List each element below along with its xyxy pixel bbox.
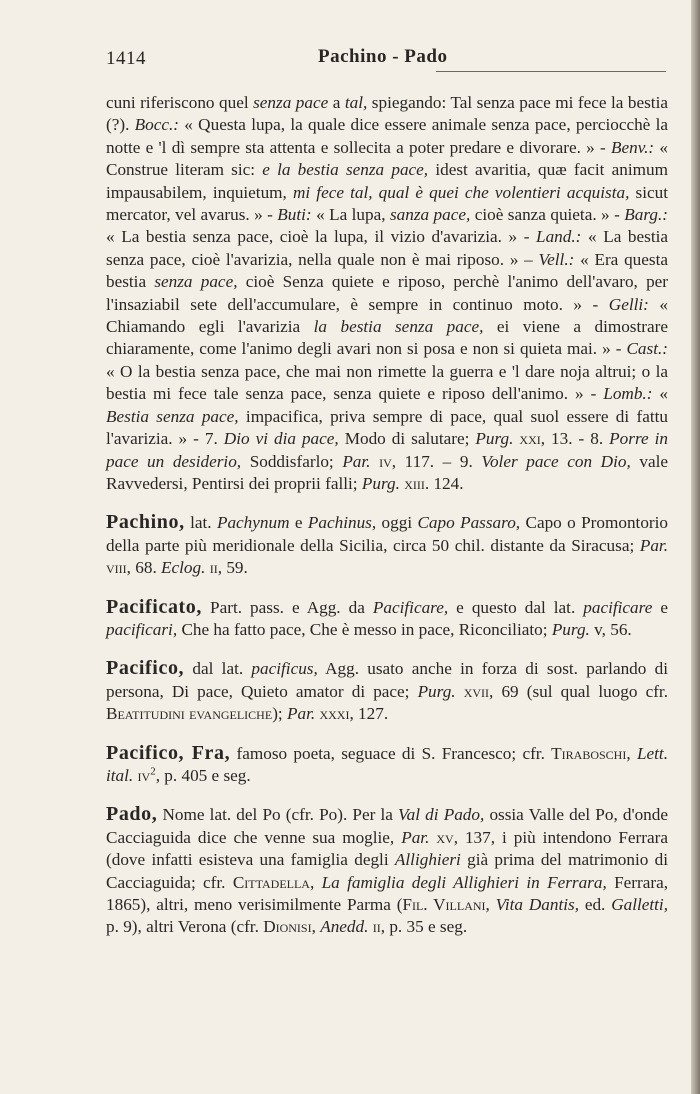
entry-pado xyxy=(106,803,668,938)
text-run: ); xyxy=(272,704,287,724)
text-run: Pacificare, xyxy=(372,597,449,617)
text-run: Part. pass. e Agg. da xyxy=(210,597,373,617)
text-run: v, 56. xyxy=(589,619,632,639)
text-run: , xyxy=(485,895,496,914)
text-run: Buti: xyxy=(277,205,312,225)
text-run: senza pace xyxy=(253,93,329,112)
text-run: . 124. xyxy=(424,473,464,493)
text-run: viii xyxy=(106,558,127,578)
text-run: e questo dal lat. xyxy=(448,597,584,617)
text-run: Purg. xyxy=(361,473,400,493)
text-run: , 59. xyxy=(217,558,248,578)
text-run: Par. xyxy=(342,451,371,471)
page-number: 1414 xyxy=(106,48,146,69)
text-run: Barg.: xyxy=(624,205,668,225)
text-run: Porre in pace un desiderio, xyxy=(106,429,669,471)
text-run: Tiraboschi xyxy=(551,743,627,763)
text-run: Dio vi dia pace, xyxy=(223,429,339,449)
text-run: « Construe literam sic: xyxy=(106,137,668,180)
text-run: , 69 (sul qual luogo cfr. xyxy=(489,681,668,701)
text-run: famoso poeta, seguace di S. Francesco; cfr. xyxy=(236,743,552,763)
text-run: ei viene a dimostrare chiaramente, come l'animo degli avari non si posa e non si quieta mai. » - xyxy=(106,317,668,359)
headword: Pado, xyxy=(106,803,158,826)
text-run: e la bestia senza pace, xyxy=(262,160,429,180)
text-run: xvii xyxy=(455,681,490,701)
text-run: Benv.: xyxy=(611,137,655,157)
text-run: ii xyxy=(368,917,381,937)
text-run: « La bestia senza pace, cioè l'avarizia, nella quale non è mai riposo. » – xyxy=(106,227,669,269)
text-run: a xyxy=(328,93,345,112)
entry-pacifico-fra xyxy=(106,742,668,788)
text-run: Anedd. xyxy=(320,917,369,937)
text-run: La famiglia degli Allighieri in Ferrara, xyxy=(321,872,607,892)
text-run: sanza pace, xyxy=(389,205,471,225)
text-run: Beatitudini evangeliche xyxy=(106,704,273,724)
text-run: « Questa lupa, la quale dice essere animale senza pace, perciocchè la notte e 'l dì sempre sta attenta e sollecita a poter predare e divorare. » - xyxy=(106,115,668,157)
page-edge-shadow xyxy=(691,0,700,1094)
text-run: Lomb.: xyxy=(603,384,653,404)
text-run: « La bestia senza pace, cioè la lupa, il vizio d'avarizia. » - xyxy=(106,227,537,247)
text-run: già prima del matrimonio di Cacciaguida; cfr. xyxy=(106,850,668,892)
text-run: Cittadella xyxy=(232,872,310,892)
text-run: Dionisi xyxy=(263,917,312,937)
text-run: Cast.: xyxy=(626,339,668,359)
text-run: lat. xyxy=(190,513,217,533)
entry-pacifico xyxy=(106,657,668,725)
text-run: Nome lat. del Po (cfr. Po). Per la xyxy=(162,805,399,825)
text-run: , xyxy=(309,872,322,892)
text-run: Land.: xyxy=(536,227,582,247)
text-run: Ferrara, 1865), altri, meno verisimilmente Parma ( xyxy=(106,872,669,914)
text-run: Purg. xyxy=(475,429,514,449)
text-run: ossia Valle del Po, d'onde Cacciaguida dice che venne sua moglie, xyxy=(106,805,668,847)
text-run: Purg. xyxy=(417,681,456,701)
text-run: pacificari, xyxy=(106,619,178,639)
text-run: mi fece tal, qual è quei che volentieri acquista, xyxy=(292,182,630,202)
text-run: Allighieri xyxy=(394,850,461,870)
text-run: Eclog. xyxy=(161,558,206,578)
text-run: « O la bestia senza pace, che mai non rimette la guerra e 'l dare noja altrui; o la bestia mi fece tale senza pace, senza quiete e riposo dell'animo. » - xyxy=(106,361,668,404)
text-run: cioè sanza quieta. » - xyxy=(470,205,625,225)
text-run: , p. 405 e seg. xyxy=(155,765,251,785)
text-run: , p. 35 e seg. xyxy=(380,917,468,937)
text-run: Agg. usato anche in forza di sost. parlando di persona, Di pace, Quieto amator di pace; xyxy=(106,659,668,701)
text-run: idest avaritia, quæ facit animum impausabilem, inquietum, xyxy=(106,160,668,202)
text-run: « xyxy=(652,384,669,404)
text-run: pacificare xyxy=(583,597,653,617)
text-run: Vita Dantis, xyxy=(495,895,579,914)
text-run: vale Ravvedersi, Pentirsi dei proprii falli; xyxy=(106,451,668,493)
text-run: pacificus, xyxy=(251,659,318,679)
text-run: e xyxy=(289,513,308,533)
text-run: Lett. ital. xyxy=(106,743,668,785)
headword: Pachino, xyxy=(106,511,185,534)
text-run: Capo Passaro, xyxy=(417,513,521,533)
headword: Pacifico, xyxy=(106,657,185,680)
text-run: « Era questa bestia xyxy=(106,249,668,292)
headword: Pacificato, xyxy=(106,595,203,618)
text-run: xv xyxy=(429,827,454,847)
text-run: la bestia senza pace, xyxy=(313,317,484,337)
text-run: ed. xyxy=(579,895,612,914)
running-head: Pachino - Pado xyxy=(318,46,448,67)
text-run: p. 9), altri Verona (cfr. xyxy=(106,917,264,937)
text-run: e xyxy=(652,597,668,617)
text-run: Vell.: xyxy=(538,249,575,269)
text-run: Galletti, xyxy=(611,895,668,914)
text-run: senza pace, xyxy=(154,272,238,292)
text-run: oggi xyxy=(376,513,418,533)
running-header xyxy=(106,44,666,76)
text-run: xiii xyxy=(399,473,425,493)
text-run: Par. xyxy=(639,535,668,555)
text-run: dal lat. xyxy=(192,659,252,679)
text-run: ii xyxy=(205,558,218,578)
text-run: Par. xyxy=(286,704,316,724)
text-run: Bocc.: xyxy=(134,115,180,135)
text-run: iv xyxy=(133,765,151,785)
dictionary-text xyxy=(106,92,668,939)
text-run: Par. xyxy=(401,827,430,847)
text-run: Soddisfarlo; xyxy=(241,451,343,471)
text-run: 2 xyxy=(150,765,156,778)
text-run: Capo o Promontorio della parte più meridionale della Sicilia, circa 50 chil. distante da Siracusa; xyxy=(106,513,669,555)
text-run: xxi xyxy=(513,429,541,449)
text-run: , xyxy=(626,743,637,763)
text-run: Bestia senza pace, xyxy=(106,406,239,426)
headword: Pacifico, Fra, xyxy=(106,741,231,764)
text-run: « La lupa, xyxy=(311,205,390,225)
text-run: , xyxy=(311,917,321,937)
entry-pachino xyxy=(106,511,668,579)
text-run: Pachynum xyxy=(216,513,290,533)
text-run: , 68. xyxy=(126,558,162,578)
text-run: cioè Senza quiete e riposo, perchè l'animo dell'avaro, per l'insaziabil sete dell'accumulare, è sempre in continuo moto. » - xyxy=(106,272,669,314)
text-run: « Chiamando egli l'avarizia xyxy=(106,294,669,337)
text-run: Purg. xyxy=(551,619,590,639)
text-run: Gelli: xyxy=(608,294,649,314)
text-run: , 127. xyxy=(349,704,389,724)
header-rule xyxy=(436,71,666,72)
text-run: , 13. - 8. xyxy=(540,429,610,449)
text-run: , 137, i più intendono Ferrara (dove infatti esisteva una famiglia degli xyxy=(106,827,668,870)
text-run: sicut mercator, vel avarus. » - xyxy=(106,182,668,225)
text-run: tal, xyxy=(344,93,368,112)
text-run: , 117. – 9. xyxy=(391,451,482,471)
text-run: iv xyxy=(370,451,392,471)
text-run: Voler pace con Dio, xyxy=(481,451,631,471)
text-run: Che ha fatto pace, Che è messo in pace, Riconciliato; xyxy=(177,619,552,639)
text-run: xxxi xyxy=(315,704,350,724)
text-run: Pachinus, xyxy=(307,513,377,533)
text-run: Val di Pado, xyxy=(398,805,485,825)
text-run: cuni riferiscono quel xyxy=(106,93,254,112)
continuation-paragraph xyxy=(106,92,668,495)
entry-pacificato xyxy=(106,596,668,642)
text-run: Fil. Villani xyxy=(402,895,486,914)
text-run: impacifica, priva sempre di pace, qual suol essere di fattu l'avarizia. » - 7. xyxy=(106,406,668,449)
text-run: Modo di salutare; xyxy=(338,429,476,449)
text-run: spiegando: Tal senza pace mi fece la bestia (?). xyxy=(106,93,668,135)
